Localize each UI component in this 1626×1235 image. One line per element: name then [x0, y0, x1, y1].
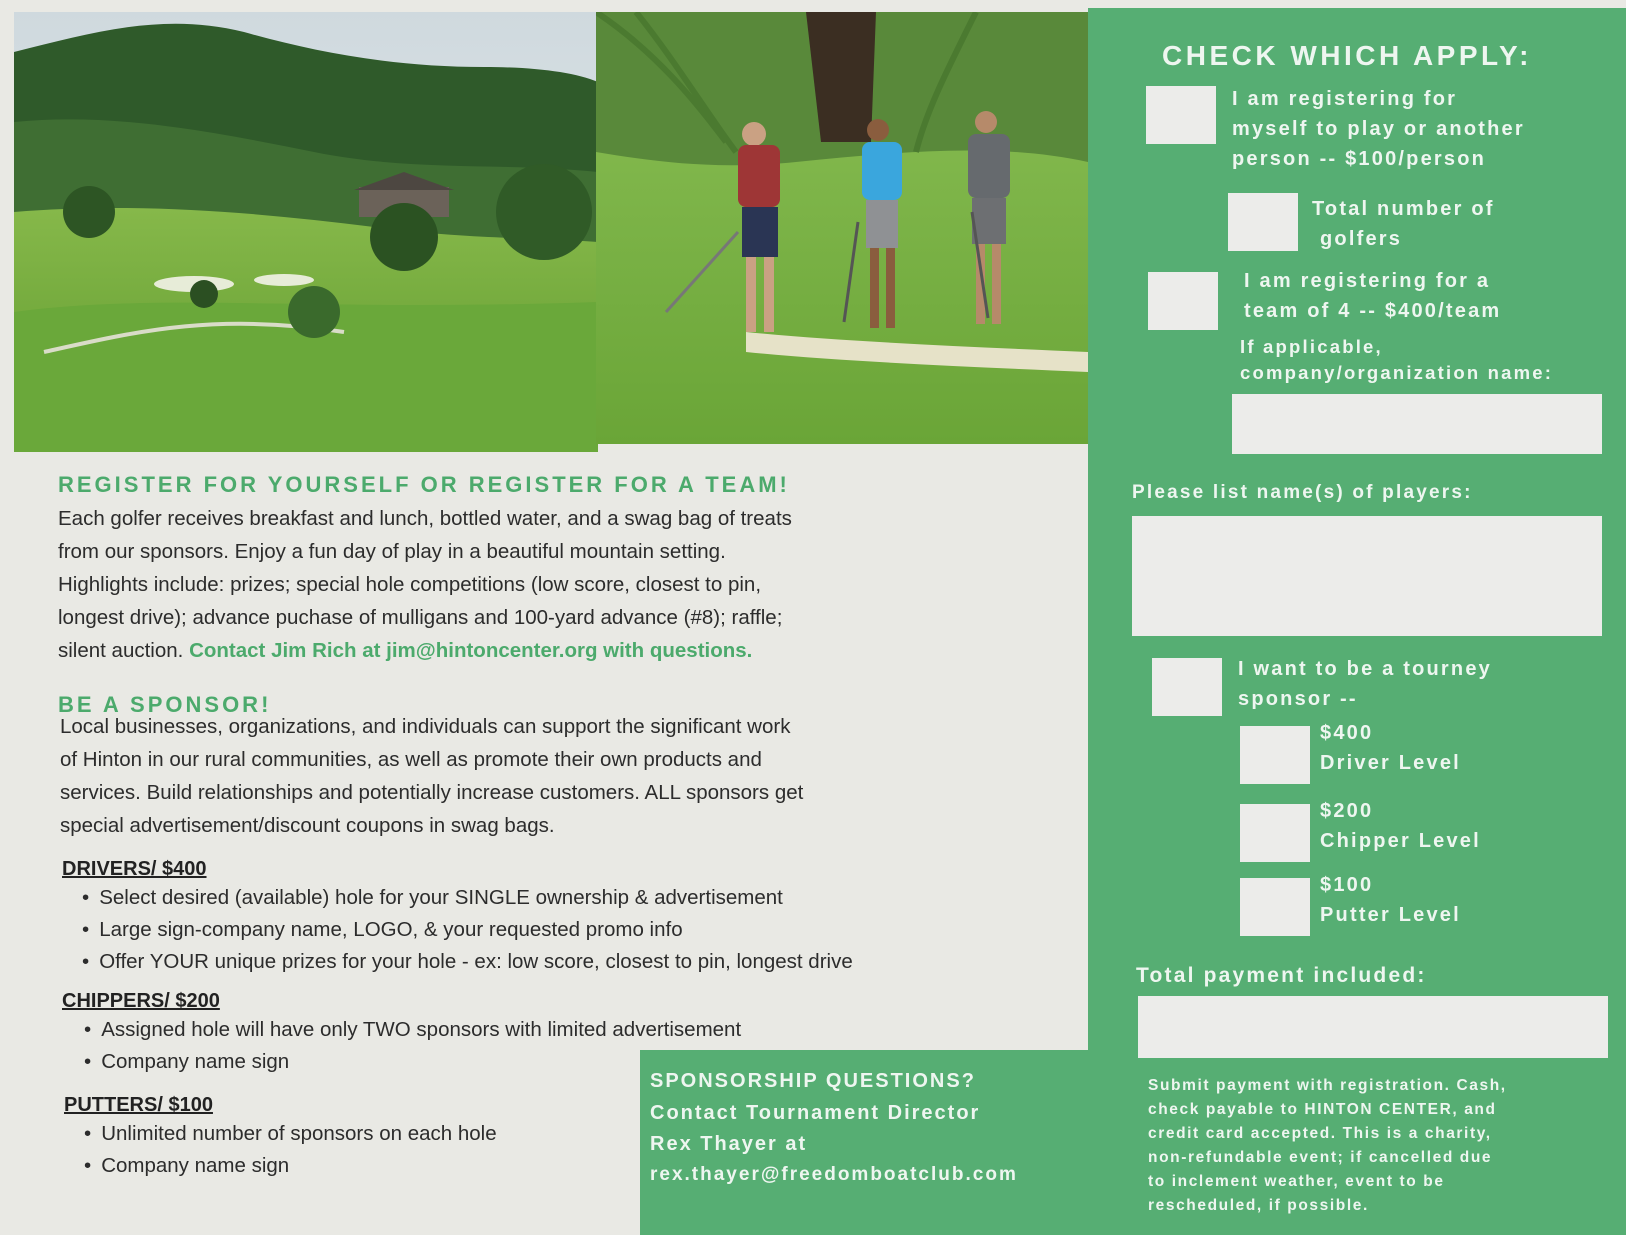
- list-item: • Unlimited number of sponsors on each hole: [84, 1118, 497, 1150]
- golfers-photo: [596, 12, 1088, 444]
- register-heading: REGISTER FOR YOURSELF OR REGISTER FOR A TEAM!: [58, 472, 790, 497]
- sponsor-line: services. Build relationships and potentially increase customers. ALL sponsors get: [60, 781, 804, 804]
- label-line: Total number of: [1312, 198, 1495, 220]
- individual-checkbox[interactable]: [1146, 86, 1216, 144]
- sponsor-paragraph: [60, 710, 1070, 842]
- drivers-tier-title: DRIVERS/ $400: [62, 858, 207, 880]
- register-paragraph: [58, 502, 1068, 667]
- putters-bullets: [84, 1118, 497, 1182]
- questions-title: SPONSORSHIP QUESTIONS?: [650, 1070, 976, 1092]
- contact-jim-link[interactable]: Contact Jim Rich at jim@hintoncenter.org with questions.: [189, 639, 753, 662]
- register-line: Each golfer receives breakfast and lunch, bottled water, and a swag bag of treats: [58, 507, 792, 530]
- note-line: check payable to HINTON CENTER, and: [1148, 1101, 1497, 1118]
- note-line: to inclement weather, event to be: [1148, 1173, 1445, 1190]
- chippers-tier-title: CHIPPERS/ $200: [62, 990, 220, 1012]
- note-line: credit card accepted. This is a charity,: [1148, 1125, 1492, 1142]
- submit-note: [1148, 1074, 1507, 1218]
- individual-option-label: [1232, 84, 1525, 174]
- label-line: company/organization name:: [1240, 362, 1554, 383]
- sponsor-line: of Hinton in our rural communities, as well as promote their own products and: [60, 748, 762, 771]
- putters-tier-title: PUTTERS/ $100: [64, 1094, 213, 1116]
- form-title: CHECK WHICH APPLY:: [1162, 40, 1532, 71]
- level-price: $200: [1320, 800, 1374, 822]
- chipper-level-checkbox[interactable]: [1240, 804, 1310, 862]
- chipper-level-label: [1320, 796, 1481, 856]
- note-line: rescheduled, if possible.: [1148, 1197, 1369, 1214]
- label-line: I want to be a tourney: [1238, 658, 1492, 680]
- list-item: • Offer YOUR unique prizes for your hole - ex: low score, closest to pin, longest drive: [82, 946, 853, 978]
- sponsor-heading: BE A SPONSOR!: [58, 692, 272, 717]
- label-line: myself to play or another: [1232, 118, 1525, 140]
- sponsorship-questions-box: [640, 1050, 1088, 1235]
- register-line: longest drive); advance puchase of mulligans and 100-yard advance (#8); raffle;: [58, 606, 783, 629]
- list-item: • Select desired (available) hole for your SINGLE ownership & advertisement: [82, 882, 853, 914]
- players-names-field[interactable]: [1132, 516, 1602, 636]
- list-item: • Large sign-company name, LOGO, & your requested promo info: [82, 914, 853, 946]
- putter-level-label: [1320, 870, 1461, 930]
- questions-line: Rex Thayer at: [650, 1133, 808, 1155]
- level-name: Putter Level: [1320, 904, 1461, 926]
- list-item: • Company name sign: [84, 1046, 741, 1078]
- golf-course-photo: [14, 12, 598, 452]
- label-line: team of 4 -- $400/team: [1244, 300, 1502, 322]
- total-payment-field[interactable]: [1138, 996, 1608, 1058]
- sponsor-option-label: [1238, 654, 1492, 714]
- drivers-bullets: [82, 882, 853, 978]
- note-line: non-refundable event; if cancelled due: [1148, 1149, 1493, 1166]
- note-line: Submit payment with registration. Cash,: [1148, 1077, 1507, 1094]
- label-line: person -- $100/person: [1232, 148, 1487, 170]
- register-line: from our sponsors. Enjoy a fun day of play in a beautiful mountain setting.: [58, 540, 726, 563]
- label-line: I am registering for: [1232, 88, 1458, 110]
- level-name: Driver Level: [1320, 752, 1461, 774]
- questions-email-link[interactable]: rex.thayer@freedomboatclub.com: [650, 1164, 1018, 1185]
- questions-line: Contact Tournament Director: [650, 1102, 981, 1124]
- register-last-line: silent auction.: [58, 639, 184, 662]
- company-label: [1240, 334, 1553, 386]
- driver-level-checkbox[interactable]: [1240, 726, 1310, 784]
- putter-level-checkbox[interactable]: [1240, 878, 1310, 936]
- register-line: Highlights include: prizes; special hole competitions (low score, closest to pin,: [58, 573, 762, 596]
- team-checkbox[interactable]: [1148, 272, 1218, 330]
- total-golfers-label: [1312, 194, 1495, 254]
- label-line: I am registering for a: [1244, 270, 1491, 292]
- level-price: $100: [1320, 874, 1374, 896]
- driver-level-label: [1320, 718, 1461, 778]
- payment-label: Total payment included:: [1136, 964, 1427, 987]
- team-option-label: [1244, 266, 1501, 326]
- level-price: $400: [1320, 722, 1374, 744]
- level-name: Chipper Level: [1320, 830, 1481, 852]
- company-name-field[interactable]: [1232, 394, 1602, 454]
- registration-form-panel: [1088, 8, 1626, 1235]
- sponsor-line: Local businesses, organizations, and individuals can support the significant work: [60, 715, 791, 738]
- label-line: golfers: [1320, 228, 1403, 250]
- sponsor-line: special advertisement/discount coupons in swag bags.: [60, 814, 555, 837]
- list-item: • Assigned hole will have only TWO sponsors with limited advertisement: [84, 1014, 741, 1046]
- total-golfers-input[interactable]: [1228, 193, 1298, 251]
- label-line: If applicable,: [1240, 336, 1383, 357]
- list-item: • Company name sign: [84, 1150, 497, 1182]
- register-line: [58, 634, 1068, 667]
- label-line: sponsor --: [1238, 688, 1358, 710]
- sponsor-checkbox[interactable]: [1152, 658, 1222, 716]
- players-label: Please list name(s) of players:: [1132, 482, 1473, 503]
